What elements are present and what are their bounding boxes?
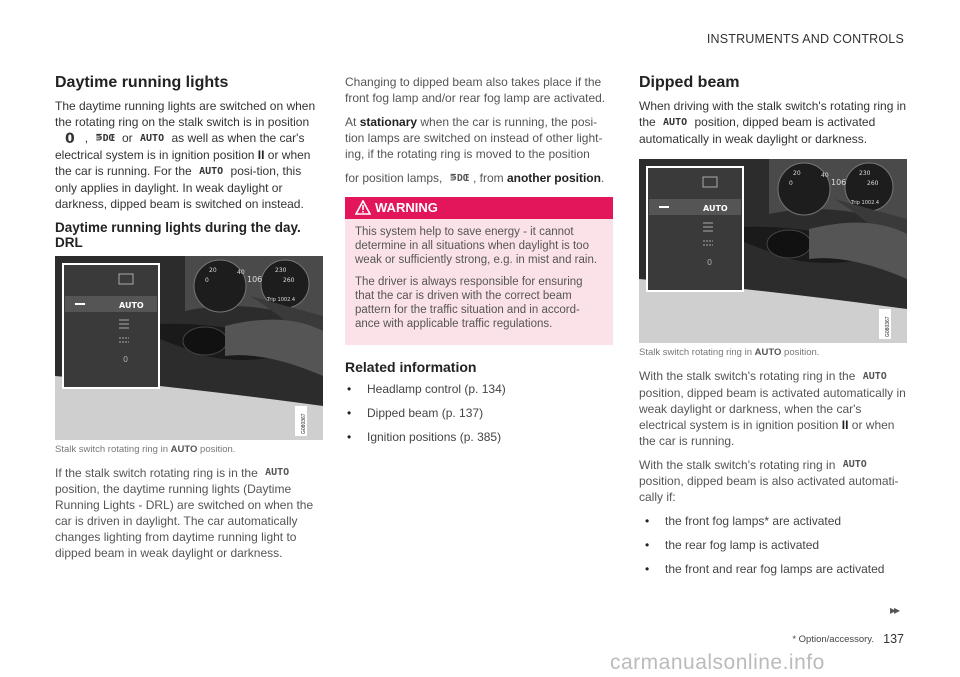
gauge-left-label: 0 <box>789 179 793 187</box>
figure-caption: Stalk switch rotating ring in AUTO position. <box>639 346 820 358</box>
heading-dipped-beam: Dipped beam <box>639 74 740 91</box>
trip-readout: Trip 1002.4 <box>851 199 880 206</box>
column-daytime-running-lights <box>55 74 323 569</box>
gauge-right-label: 260 <box>867 179 879 187</box>
paragraph-drl-auto: If the stalk switch rotating ring is in the AUTO position, the daytime running lights (Daytime Running Lights - DRL) are switched on when the car is driven in daylight. The car automatically changes lighting from daytime running light to dipped beam in weak daylight or darkness. <box>55 465 314 561</box>
column-continued <box>345 74 613 453</box>
warning-header <box>345 197 613 219</box>
auto-symbol: AUTO <box>140 132 165 144</box>
gauge-left-label: 40 <box>821 171 829 179</box>
gauge-left-label: 20 <box>209 266 217 274</box>
ignition-position-ii: II <box>257 147 265 162</box>
next-page-arrows-icon[interactable]: ▸▸ <box>889 603 898 617</box>
warning-triangle-icon <box>355 200 371 222</box>
gauge-left-label: 20 <box>793 169 801 177</box>
gauge-left-label: 0 <box>205 276 209 284</box>
related-links-list <box>345 381 613 445</box>
gauge-left-label: 40 <box>237 268 245 276</box>
position-lamps-symbol: ⋾DŒ <box>95 132 115 144</box>
warning-box <box>345 197 613 345</box>
paragraph-position-lamps: for position lamps, ⋾DŒ , from another position. <box>345 171 605 185</box>
heading-daytime-running-lights: Daytime running lights <box>55 74 229 91</box>
zero-symbol: 0 <box>65 130 75 147</box>
figure-code: G080367 <box>885 316 891 337</box>
auto-symbol: AUTO <box>663 116 688 128</box>
gauge-center-value: 106 <box>247 274 263 284</box>
zero-label: 0 <box>123 354 129 364</box>
ignition-position-ii: II <box>841 417 849 432</box>
fog-lamp-conditions-list <box>643 513 907 577</box>
related-link[interactable]: • Dipped beam (p. 137) <box>345 405 613 421</box>
auto-symbol: AUTO <box>265 467 290 479</box>
subheading-drl: Daytime running lights during the day. DRL <box>55 219 301 250</box>
warning-body <box>345 219 613 345</box>
position-lamps-symbol: ⋾DŒ <box>449 172 469 184</box>
gauge-right-label: 230 <box>275 266 287 274</box>
paragraph-stationary: At stationary when the car is running, the posi-tion lamps are switched on instead of other light-ing, if the rotating ring is moved to the position <box>345 115 603 161</box>
related-link[interactable]: • Ignition positions (p. 385) <box>345 429 613 445</box>
auto-label: AUTO <box>703 203 728 213</box>
stalk-switch-figure <box>55 256 323 440</box>
paragraph-dipped-auto: With the stalk switch's rotating ring in the AUTO position, dipped beam is activated automatically in weak daylight or darkness, when the car's electrical system is in ignition position II or when the car is running. <box>639 368 906 448</box>
related-information-heading: Related information <box>345 358 477 375</box>
paragraph-fog-lamps: Changing to dipped beam also takes place if the front fog lamp and/or rear fog lamp are activated. <box>345 75 606 105</box>
gauge-right-label: 260 <box>283 276 295 284</box>
page-number: 137 <box>883 632 904 646</box>
auto-label: AUTO <box>119 300 144 310</box>
paragraph-drl-intro: The daytime running lights are switched on when the rotating ring on the stalk switch is in position 0 , ⋾DŒ or AUTO as well as when the car's electrical system is in ignition position II or when the car is running. For the AUTO posi-tion, this only applies in daylight. In weak daylight or darkness, dipped beam is switched on instead. <box>55 99 316 211</box>
warning-paragraph: The driver is always responsible for ensuring that the car is driven with the correct beam pattern for the traffic situation and in accord-ance with applicable traffic regulations. <box>355 275 583 330</box>
auto-symbol: AUTO <box>199 165 224 177</box>
warning-paragraph: This system help to save energy - it cannot determine in all situations when daylight is too weak or sufficiently strong, e.g. in mist and rain. <box>355 225 598 266</box>
gauge-right-label: 230 <box>859 169 871 177</box>
figure-code: G080367 <box>301 413 307 434</box>
list-item: • the front fog lamps* are activated <box>643 513 907 529</box>
auto-symbol: AUTO <box>862 370 887 382</box>
paragraph-dipped-intro: When driving with the stalk switch's rotating ring in the AUTO position, dipped beam is activated automatically in weak daylight or darkness. <box>639 99 907 146</box>
footnote-option-accessory: * Option/accessory. <box>792 634 874 645</box>
figure-caption: Stalk switch rotating ring in AUTO position. <box>55 443 236 455</box>
stalk-switch-illustration <box>639 159 907 343</box>
paragraph-dipped-fog: With the stalk switch's rotating ring in AUTO position, dipped beam is also activated automati-cally if: <box>639 457 899 505</box>
trip-readout: Trip 1002.4 <box>267 296 296 303</box>
auto-symbol: AUTO <box>842 459 867 471</box>
warning-title: WARNING <box>375 199 438 215</box>
watermark: carmanualsonline.info <box>610 651 825 674</box>
stalk-switch-figure <box>639 159 907 343</box>
list-item: • the rear fog lamp is activated <box>643 537 907 553</box>
zero-label: 0 <box>707 257 713 267</box>
related-link[interactable]: • Headlamp control (p. 134) <box>345 381 613 397</box>
column-dipped-beam <box>639 74 907 585</box>
section-header: INSTRUMENTS AND CONTROLS <box>706 32 904 46</box>
list-item: • the front and rear fog lamps are activated <box>643 561 907 577</box>
stalk-switch-illustration <box>55 256 323 440</box>
gauge-center-value: 106 <box>831 177 847 187</box>
